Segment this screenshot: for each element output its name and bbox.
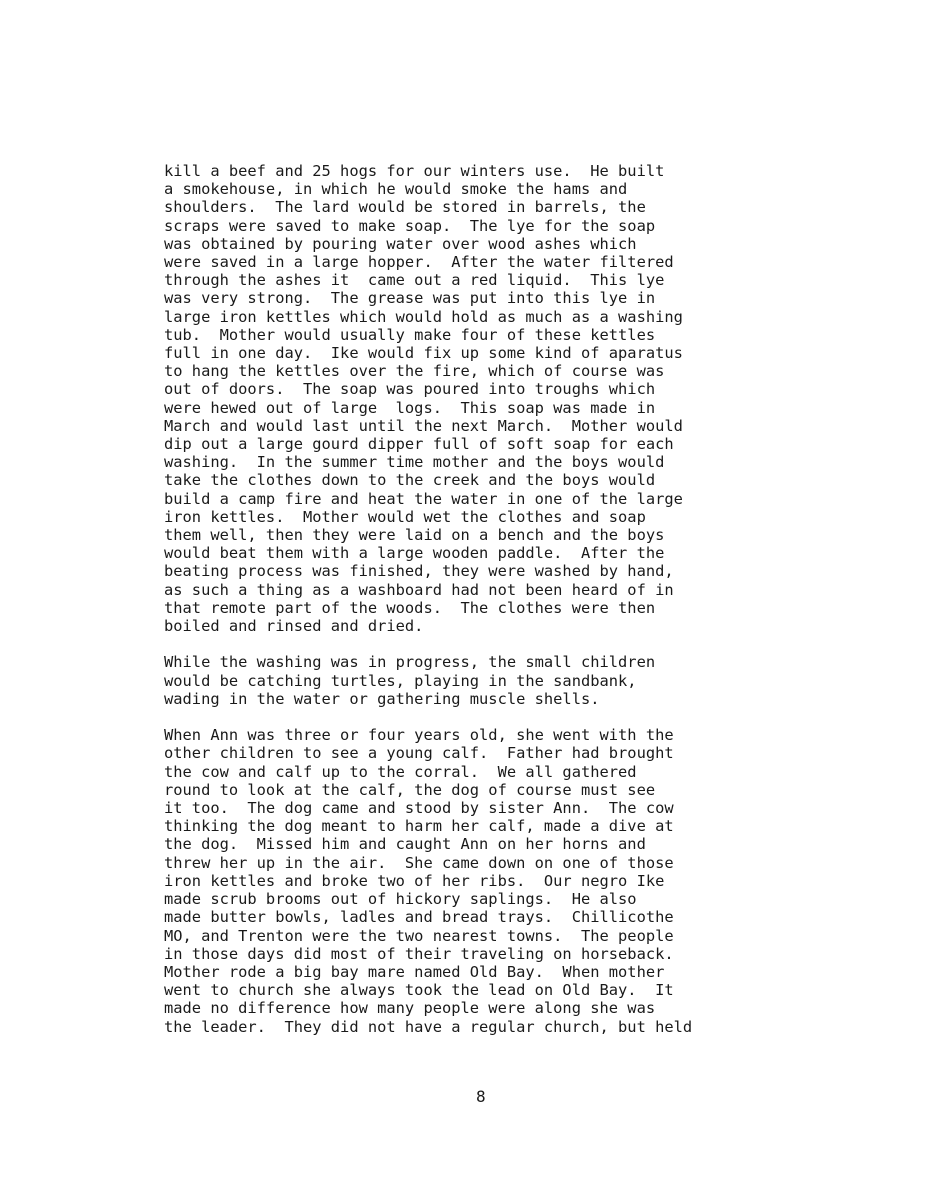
text-line: the leader. They did not have a regular church, but held xyxy=(164,1017,693,1036)
text-line: build a camp fire and heat the water in one of the large xyxy=(164,489,683,508)
text-line: would beat them with a large wooden paddle. After the xyxy=(164,544,665,563)
text-line: as such a thing as a washboard had not been heard of in xyxy=(164,580,674,599)
text-line: made scrub brooms out of hickory saplings. He also xyxy=(164,890,637,909)
text-line: threw her up in the air. She came down on one of those xyxy=(164,853,674,872)
text-line: Mother rode a big bay mare named Old Bay. When mother xyxy=(164,962,665,981)
text-line: in those days did most of their traveling on horseback. xyxy=(164,944,674,963)
text-line: wading in the water or gathering muscle shells. xyxy=(164,689,600,708)
text-line: iron kettles and broke two of her ribs. Our negro Ike xyxy=(164,871,665,890)
text-line: other children to see a young calf. Father had brought xyxy=(164,744,674,763)
text-line: washing. In the summer time mother and the boys would xyxy=(164,453,665,472)
text-line: out of doors. The soap was poured into troughs which xyxy=(164,380,656,399)
text-line: to hang the kettles over the fire, which of course was xyxy=(164,362,665,381)
text-line: While the washing was in progress, the small children xyxy=(164,653,656,672)
text-line: was very strong. The grease was put into this lye in xyxy=(164,289,656,308)
text-line: was obtained by pouring water over wood ashes which xyxy=(164,234,637,253)
text-line: were hewed out of large logs. This soap was made in xyxy=(164,398,656,417)
text-line: the dog. Missed him and caught Ann on her horns and xyxy=(164,835,646,854)
text-line: made butter bowls, ladles and bread trays. Chillicothe xyxy=(164,908,674,927)
text-line: made no difference how many people were along she was xyxy=(164,999,656,1018)
text-line: large iron kettles which would hold as much as a washing xyxy=(164,307,683,326)
text-line: March and would last until the next March. Mother would xyxy=(164,416,683,435)
text-line: the cow and calf up to the corral. We all gathered xyxy=(164,762,637,781)
paragraph xyxy=(164,162,904,635)
text-line: When Ann was three or four years old, she went with the xyxy=(164,726,674,745)
text-line: thinking the dog meant to harm her calf, made a dive at xyxy=(164,817,674,836)
paragraph xyxy=(164,726,904,1035)
text-line: that remote part of the woods. The clothes were then xyxy=(164,598,656,617)
text-line: scraps were saved to make soap. The lye for the soap xyxy=(164,216,656,235)
text-line: tub. Mother would usually make four of these kettles xyxy=(164,325,656,344)
text-line: them well, then they were laid on a bench and the boys xyxy=(164,526,665,545)
text-line: were saved in a large hopper. After the water filtered xyxy=(164,253,674,272)
text-line: shoulders. The lard would be stored in barrels, the xyxy=(164,198,646,217)
text-line: through the ashes it came out a red liquid. This lye xyxy=(164,271,665,290)
text-line: would be catching turtles, playing in the sandbank, xyxy=(164,671,637,690)
body-text xyxy=(164,162,904,1036)
text-line: it too. The dog came and stood by sister Ann. The cow xyxy=(164,799,674,818)
text-line: beating process was finished, they were washed by hand, xyxy=(164,562,674,581)
text-line: full in one day. Ike would fix up some kind of aparatus xyxy=(164,344,683,363)
text-line: round to look at the calf, the dog of course must see xyxy=(164,780,656,799)
text-line: a smokehouse, in which he would smoke the hams and xyxy=(164,180,628,199)
paragraph xyxy=(164,653,904,708)
text-line: MO, and Trenton were the two nearest towns. The people xyxy=(164,926,674,945)
text-line: take the clothes down to the creek and the boys would xyxy=(164,471,656,490)
page-number: 8 xyxy=(476,1087,486,1106)
text-line: kill a beef and 25 hogs for our winters use. He built xyxy=(164,162,665,180)
text-line: iron kettles. Mother would wet the clothes and soap xyxy=(164,507,646,526)
text-line: dip out a large gourd dipper full of soft soap for each xyxy=(164,435,674,454)
text-line: boiled and rinsed and dried. xyxy=(164,617,424,636)
text-line: went to church she always took the lead on Old Bay. It xyxy=(164,981,674,1000)
